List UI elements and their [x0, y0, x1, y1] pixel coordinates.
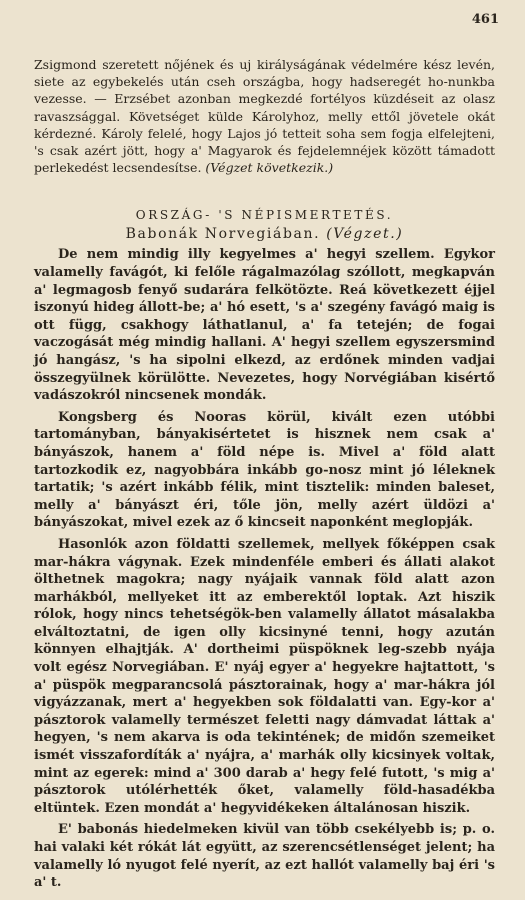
intro-text: Zsigmond szeretett nőjének és uj királyságának védelmére kész levén, siete az egybekelés után cseh országba, hogy hadseregét ho-nunkba vezesse. — Erzsébet azonban megkezdé fortélyos küzdéseit az olasz ravaszsággal. Követséget külde Károlyhoz, melly ettől jövetele okát kérdezné. Károly felelé, hogy Lajos jó tetteit soha sem fogja elfelejteni, 's csak azért jött, hogy a' Magyarok és fejdelemnéjek között támadott perlekedést lecsendesítse. [34, 57, 495, 176]
page-number: 461 [471, 12, 499, 27]
section-header: ORSZÁG- 'S NÉPISMERTETÉS. [135, 208, 394, 223]
subheader-title: Babonák Norvegiában. [125, 226, 321, 243]
subheader-note: (Végzet.) [326, 226, 404, 243]
continuation-note: (Végzet következik.) [205, 160, 334, 176]
section-subheader [34, 226, 495, 242]
paragraph-3: Hasonlók azon földatti szellemek, mellyek főképpen csak mar-hákra vágynak. Ezek mindenféle emberi és állati alakot ölthetnek magokra; nagy nyájaik vannak föld alatt azon marhákból, mellyeket itt az emberektől loptak. Azt hiszik rólok, hogy nincs tehetségök-ben valamelly állatot másalakba elváltoztatni, de igen olly kicsinyné tenni, hogy azután könnyen elhajtják. A' dortheimi püspöknek leg-szebb nyája volt egész Norvegiában. E' nyáj egyer a' hegyekre hajtattott, 's a' püspök megparancsolá pásztorainak, hogy a' mar-hákra jól vigyázzanak, mert a' hegyekben sok földalatti van. Egy-kor a' pásztorok valamelly természet feletti nagy dámvadat láttak a' hegyen, 's nem akarva is oda tekintének; de midőn szemeiket ismét visszafordíták a' nyájra, a' marhák olly kicsinyek voltak, mint az egerek: mind a' 300 darab a' hegy felé futott, 's mig a' pásztorok utólérhették őket, valamelly föld-hasadékba eltüntek. Ezen mondát a' hegyvidékeken általánosan hiszik. [34, 536, 495, 816]
paragraph-4: E' babonás hiedelmeken kivül van több csekélyebb is; p. o. hai valaki két rókát lát együtt, az szerencsétlenséget jelent; ha valamelly ló nyugot felé nyerít, az ezt hallót valamelly baj éri 's a' t. [34, 822, 495, 891]
paragraph-2: Kongsberg és Nooras körül, kivált ezen utóbbi tartományban, bányakisértetet is hisznek nem csak a' bányászok, hanem a' föld népe is. Mivel a' föld alatt tartozkodik ez, nagyobbára inkább go-nosz mint jó léleknek tartatik; 's azért inkább félik, mint tisztelik: minden baleset, melly a' bányászt éri, tőle jön, melly azért üldözi a' bányászokat, mivel ezek az ő kincseit naponként meglopják. [34, 409, 495, 531]
intro-paragraph [34, 56, 495, 176]
paragraph-1: De nem mindig illy kegyelmes a' hegyi szellem. Egykor valamelly favágót, ki felőle rágalmazólag szóllott, megkapván a' legmagosb fenyő sudarára felkötözte. Reá következett éjjel iszonyú hideg állott-be; a' hó esett, 's a' szegény favágó maig is ott függ, csakhogy láthatlanul, a' fa tetején; de fogai vaczogását még mindig hallani. A' hegyi szellem egyszersmind jó hangász, 's ha sipolni elkezd, az erdőnek minden vadjai összegyülnek körülötte. Nevezetes, hogy Norvégiában kisértő vadászokról nincsenek mondák. [34, 247, 495, 404]
